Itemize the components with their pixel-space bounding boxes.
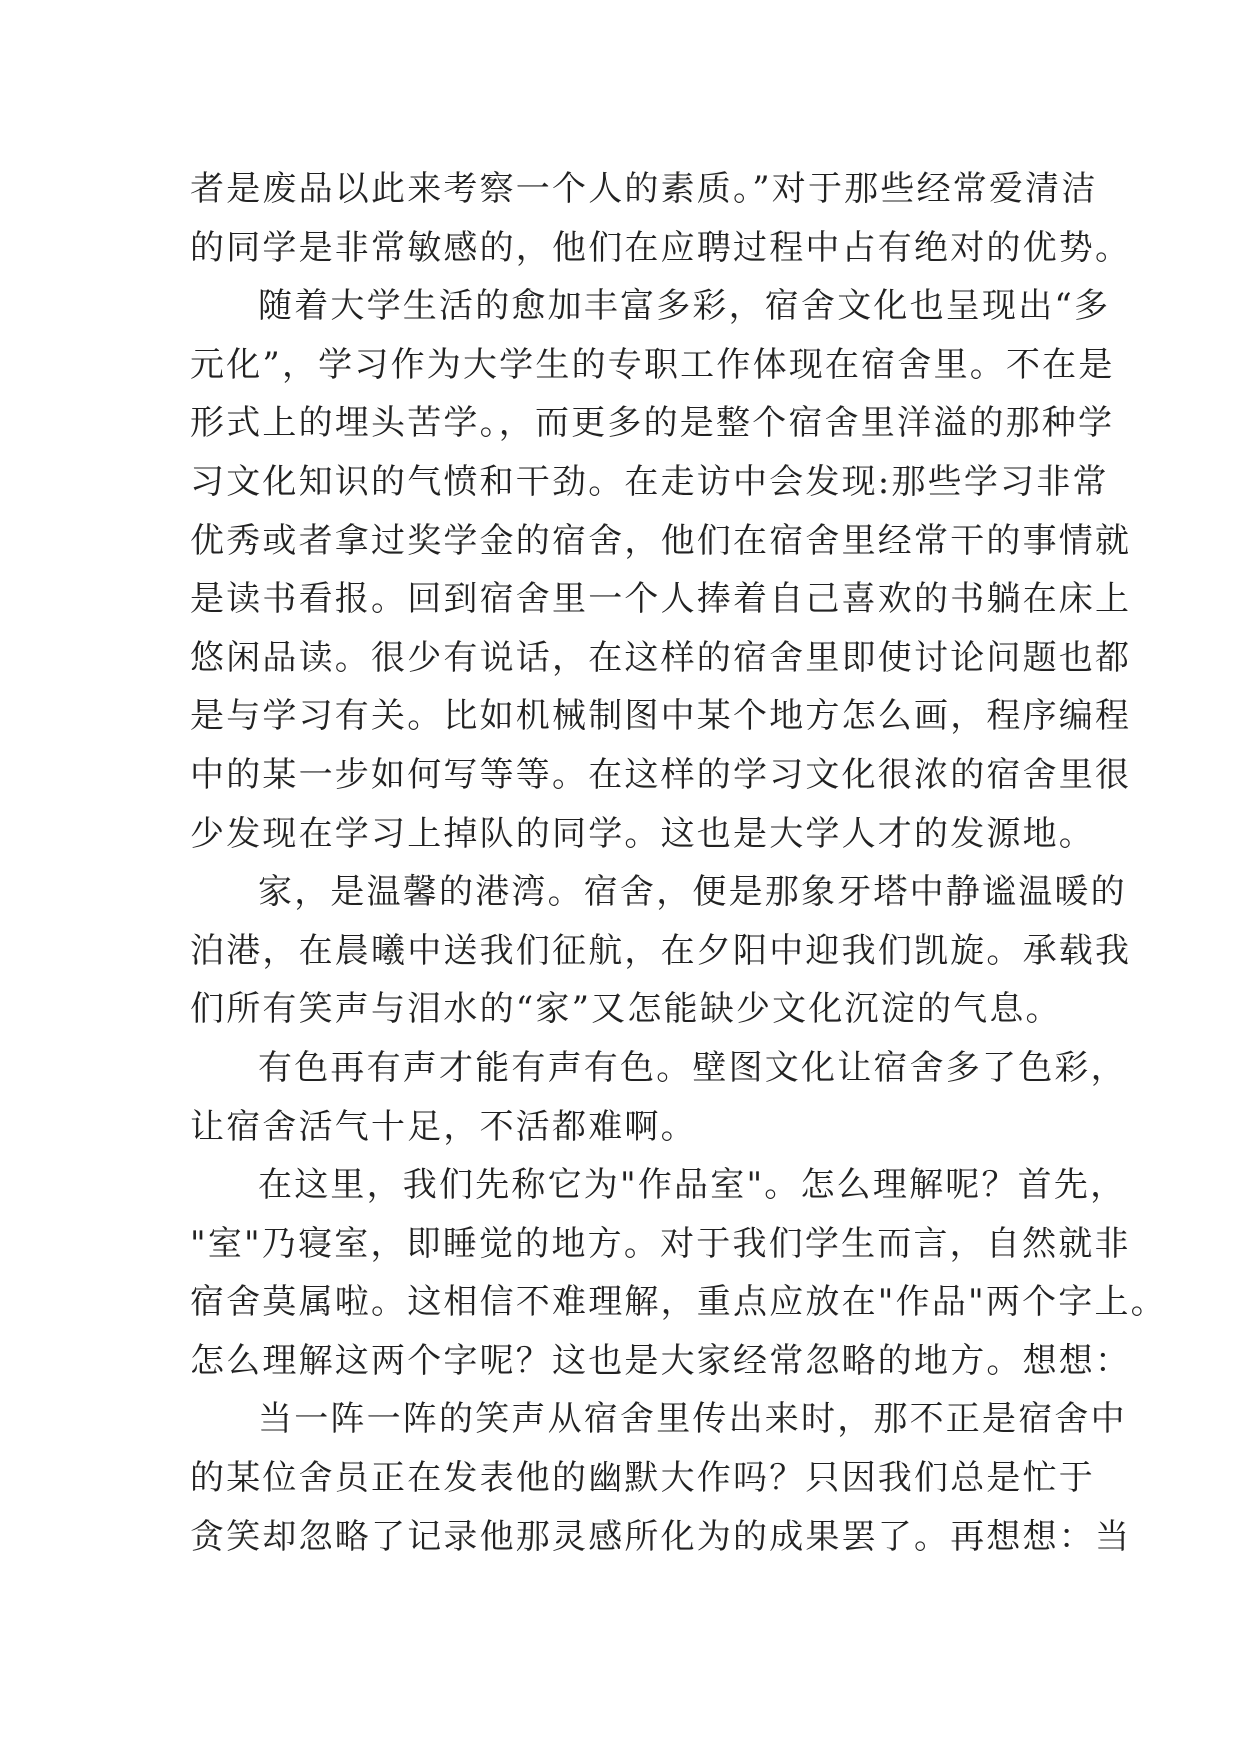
paragraph <box>190 1156 1167 1390</box>
paragraph <box>190 1390 1132 1566</box>
text-line: 在这里，我们先称它为"作品室"。怎么理解呢？首先， <box>258 1165 1127 1206</box>
text-line: 是读书看报。回到宿舍里一个人捧着自己喜欢的书躺在床上 <box>190 579 1132 620</box>
text-line: 少发现在学习上掉队的同学。这也是大学人才的发源地。 <box>190 813 1095 854</box>
text-line: 们所有笑声与泪水的“家”又怎能缺少文化沉淀的气息。 <box>190 989 1062 1030</box>
text-line: 让宿舍活气十足，不活都难啊。 <box>190 1106 697 1147</box>
document-body <box>190 160 1167 1566</box>
text-line: 习文化知识的气愤和干劲。在走访中会发现:那些学习非常 <box>190 461 1109 502</box>
text-line: "室"乃寝室，即睡觉的地方。对于我们学生而言，自然就非 <box>190 1223 1131 1264</box>
text-line: 元化”，学习作为大学生的专职工作体现在宿舍里。不在是 <box>190 344 1115 385</box>
text-line: 是与学习有关。比如机械制图中某个地方怎么画，程序编程 <box>190 696 1132 737</box>
text-line: 者是废品以此来考察一个人的素质。”对于那些经常爱清洁 <box>190 169 1098 209</box>
text-line: 怎么理解这两个字呢？这也是大家经常忽略的地方。想想： <box>190 1340 1132 1381</box>
paragraph <box>190 160 1132 277</box>
text-line: 当一阵一阵的笑声从宿舍里传出来时，那不正是宿舍中 <box>258 1399 1127 1440</box>
paragraph <box>190 277 1132 863</box>
text-line: 家，是温馨的港湾。宿舍，便是那象牙塔中静谧温暖的 <box>258 872 1127 913</box>
text-line: 随着大学生活的愈加丰富多彩，宿舍文化也呈现出“多 <box>258 286 1111 327</box>
text-line: 悠闲品读。很少有说话，在这样的宿舍里即使讨论问题也都 <box>190 637 1132 678</box>
text-line: 有色再有声才能有声有色。壁图文化让宿舍多了色彩， <box>258 1047 1127 1088</box>
text-line: 的某位舍员正在发表他的幽默大作吗？只因我们总是忙于 <box>190 1458 1095 1499</box>
text-line: 中的某一步如何写等等。在这样的学习文化很浓的宿舍里很 <box>190 754 1132 795</box>
text-line: 宿舍莫属啦。这相信不难理解，重点应放在"作品"两个字上。 <box>190 1282 1167 1323</box>
paragraph <box>190 863 1132 1039</box>
text-line: 的同学是非常敏感的，他们在应聘过程中占有绝对的优势。 <box>190 227 1132 268</box>
text-line: 泊港，在晨曦中送我们征航，在夕阳中迎我们凯旋。承载我 <box>190 930 1132 971</box>
text-line: 贪笑却忽略了记录他那灵感所化为的成果罢了。再想想：当 <box>190 1516 1132 1557</box>
paragraph <box>190 1039 1127 1156</box>
text-line: 形式上的埋头苦学。，而更多的是整个宿舍里洋溢的那种学 <box>190 403 1115 444</box>
text-line: 优秀或者拿过奖学金的宿舍，他们在宿舍里经常干的事情就 <box>190 520 1132 561</box>
